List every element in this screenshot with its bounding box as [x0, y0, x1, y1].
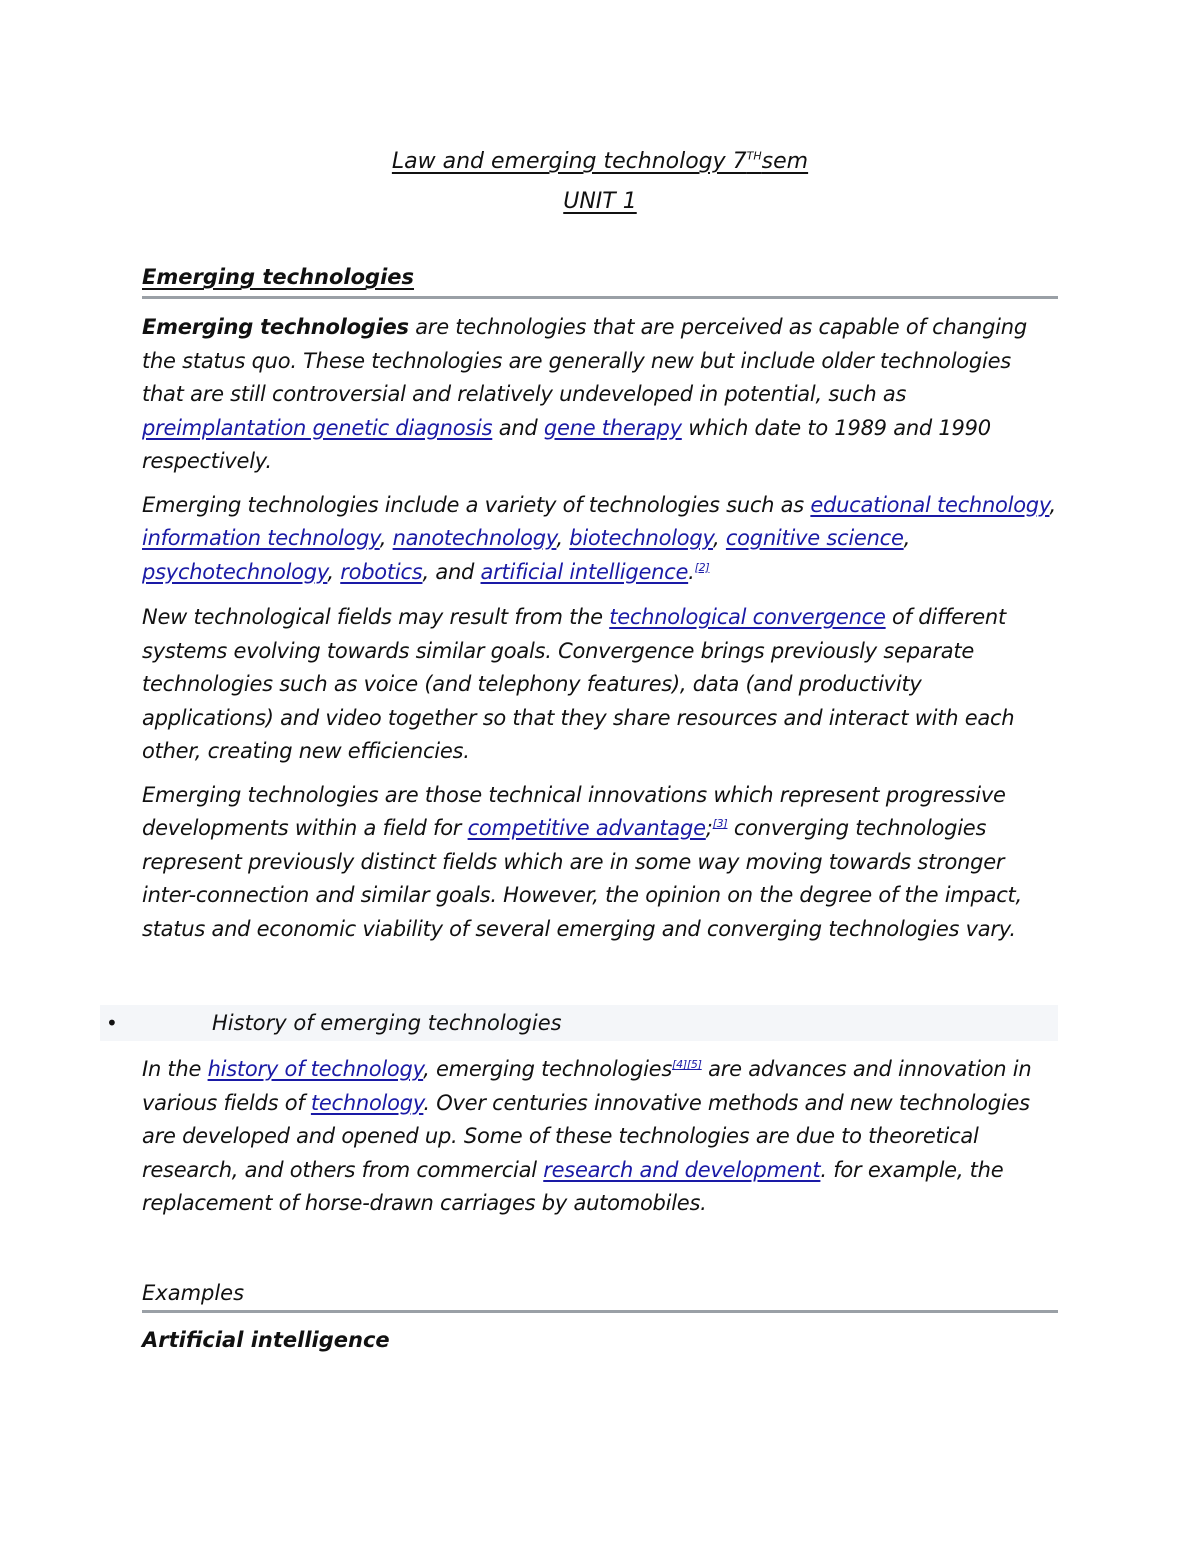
paragraph: Emerging technologies include a variety of technologies such as educational technology, information technology, nanotechnology, biotechnology, cognitive science, psychotechnology, robotics, and artificial intelligence.[2] — [142, 492, 1056, 584]
document-title — [0, 142, 1200, 182]
document-title-suffix: sem — [761, 149, 809, 174]
link-cognitive-science[interactable]: cognitive science — [725, 526, 904, 550]
bold-term: Emerging technologies — [142, 315, 409, 339]
link-technological-convergence[interactable]: technological convergence — [609, 605, 886, 629]
paragraph: Emerging technologies are those technical innovations which represent progressive developments within a field for competitive advantage;[3] converging technologies represent previously distinct fields which are in some way moving towards stronger inter-connection and similar goals. However, the opinion on the degree of the impact, status and economic viability of several emerging and converging technologies vary. — [142, 782, 1022, 941]
link-educational-technology[interactable]: educational technology — [810, 492, 1050, 517]
examples-heading: Examples — [142, 1278, 1058, 1313]
link-research-and-development[interactable]: research and development — [543, 1157, 821, 1182]
unit-title: UNIT 1 — [563, 189, 637, 214]
link-biotechnology[interactable]: biotechnology — [569, 526, 714, 550]
citation-3[interactable]: [3] — [712, 817, 728, 830]
link-gene-therapy[interactable]: gene therapy — [543, 415, 682, 440]
document-title-superscript: TH — [746, 149, 762, 163]
link-nanotechnology[interactable]: nanotechnology — [392, 526, 557, 550]
link-psychotechnology[interactable]: psychotechnology — [142, 559, 328, 584]
section-heading — [142, 262, 1058, 299]
link-technology[interactable]: technology — [310, 1090, 424, 1115]
bullet-heading-history — [100, 1005, 1058, 1041]
paragraph: New technological fields may result from the technological convergence of different systems evolving towards similar goals. Convergence brings previously separate technologies such as voice (and telephony features), data (and productivity applications) and video together so that they share resources and interact with each other, creating new efficiencies. — [142, 605, 1015, 763]
section-history — [142, 1053, 1058, 1221]
title-block — [0, 142, 1200, 222]
paragraph: Emerging technologies are technologies that are perceived as capable of changing the status quo. These technologies are generally new but include older technologies that are still controversial and relatively undeveloped in potential, such as preimplantation genetic diagnosis and gene therapy which date to 1989 and 1990 respectively. — [142, 315, 1027, 473]
link-history-of-technology[interactable]: history of technology — [207, 1057, 424, 1081]
link-information-technology[interactable]: information technology — [142, 526, 380, 550]
section-examples — [142, 1278, 1058, 1355]
link-competitive-advantage[interactable]: competitive advantage — [467, 816, 706, 840]
bullet-icon: • — [106, 1011, 118, 1035]
section-emerging-technologies — [142, 262, 1058, 946]
citation-4-5[interactable]: [4][5] — [672, 1058, 702, 1071]
link-artificial-intelligence[interactable]: artificial intelligence — [480, 559, 689, 584]
paragraph: In the history of technology, emerging technologies[4][5] are advances and innovation in various fields of technology. Over centuries innovative methods and new technologies are developed and opened up. Some of these technologies are due to theoretical research, and others from commercial research and development. for example, the replacement of horse-drawn carriages by automobiles. — [142, 1057, 1032, 1215]
link-robotics[interactable]: robotics — [340, 559, 423, 584]
document-title-text: Law and emerging technology 7 — [391, 149, 747, 174]
artificial-intelligence-heading: Artificial intelligence — [142, 1328, 390, 1352]
history-heading: History of emerging technologies — [212, 1011, 562, 1035]
link-preimplantation-genetic-diagnosis[interactable]: preimplantation genetic diagnosis — [142, 415, 493, 440]
citation-2[interactable]: [2] — [694, 560, 710, 574]
section-heading-text: Emerging technologies — [142, 265, 415, 289]
